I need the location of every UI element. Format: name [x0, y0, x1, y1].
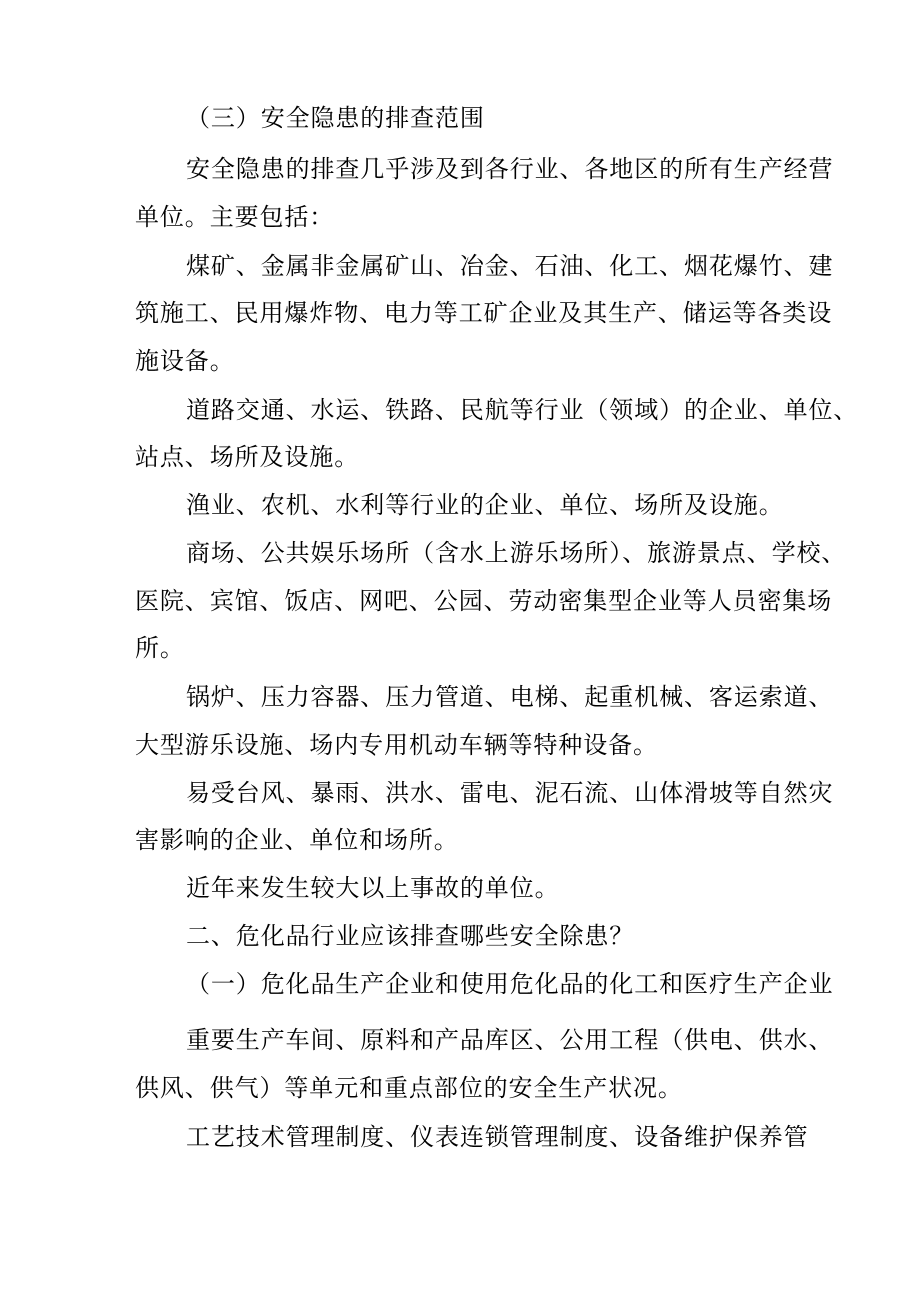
- paragraph-line: 近年来发生较大以上事故的单位。: [186, 874, 560, 902]
- paragraph-line: 站点、场所及设施。: [135, 443, 360, 471]
- paragraph-line: 工艺技术管理制度、仪表连锁管理制度、设备维护保养管: [186, 1123, 809, 1151]
- paragraph-line: 易受台风、暴雨、洪水、雷电、泥石流、山体滑坡等自然灾: [186, 779, 834, 807]
- paragraph-line: 供风、供气）等单元和重点部位的安全生产状况。: [135, 1074, 683, 1102]
- paragraph-line: 医院、宾馆、饭店、网吧、公园、劳动密集型企业等人员密集场: [135, 587, 833, 615]
- paragraph-line: 所。: [135, 634, 185, 662]
- paragraph-line: 单位。主要包括：: [135, 203, 335, 231]
- paragraph-line: 商场、公共娱乐场所（含水上游乐场所）、旅游景点、学校、: [186, 539, 847, 567]
- paragraph-line: 锅炉、压力容器、压力管道、电梯、起重机械、客运索道、: [186, 683, 834, 711]
- paragraph-line: 煤矿、金属非金属矿山、冶金、石油、化工、烟花爆竹、建: [186, 252, 834, 280]
- paragraph-line: 渔业、农机、水利等行业的企业、单位、场所及设施。: [186, 491, 784, 519]
- section-heading: （三）安全隐患的排查范围: [186, 104, 485, 132]
- paragraph-line: 安全隐患的排查几乎涉及到各行业、各地区的所有生产经营: [186, 155, 834, 183]
- paragraph-line: 道路交通、水运、铁路、民航等行业（领域）的企业、单位、: [186, 396, 859, 424]
- paragraph-line: 害影响的企业、单位和场所。: [135, 826, 459, 854]
- paragraph-line: 施设备。: [135, 347, 235, 375]
- paragraph-line: 筑施工、民用爆炸物、电力等工矿企业及其生产、储运等各类设: [135, 299, 833, 327]
- section-heading: 二、危化品行业应该排查哪些安全除患？: [186, 922, 635, 950]
- paragraph-line: 大型游乐设施、场内专用机动车辆等特种设备。: [135, 731, 658, 759]
- paragraph-line: 重要生产车间、原料和产品库区、公用工程（供电、供水、: [186, 1026, 834, 1054]
- subsection-heading: （一）危化品生产企业和使用危化品的化工和医疗生产企业: [186, 970, 834, 998]
